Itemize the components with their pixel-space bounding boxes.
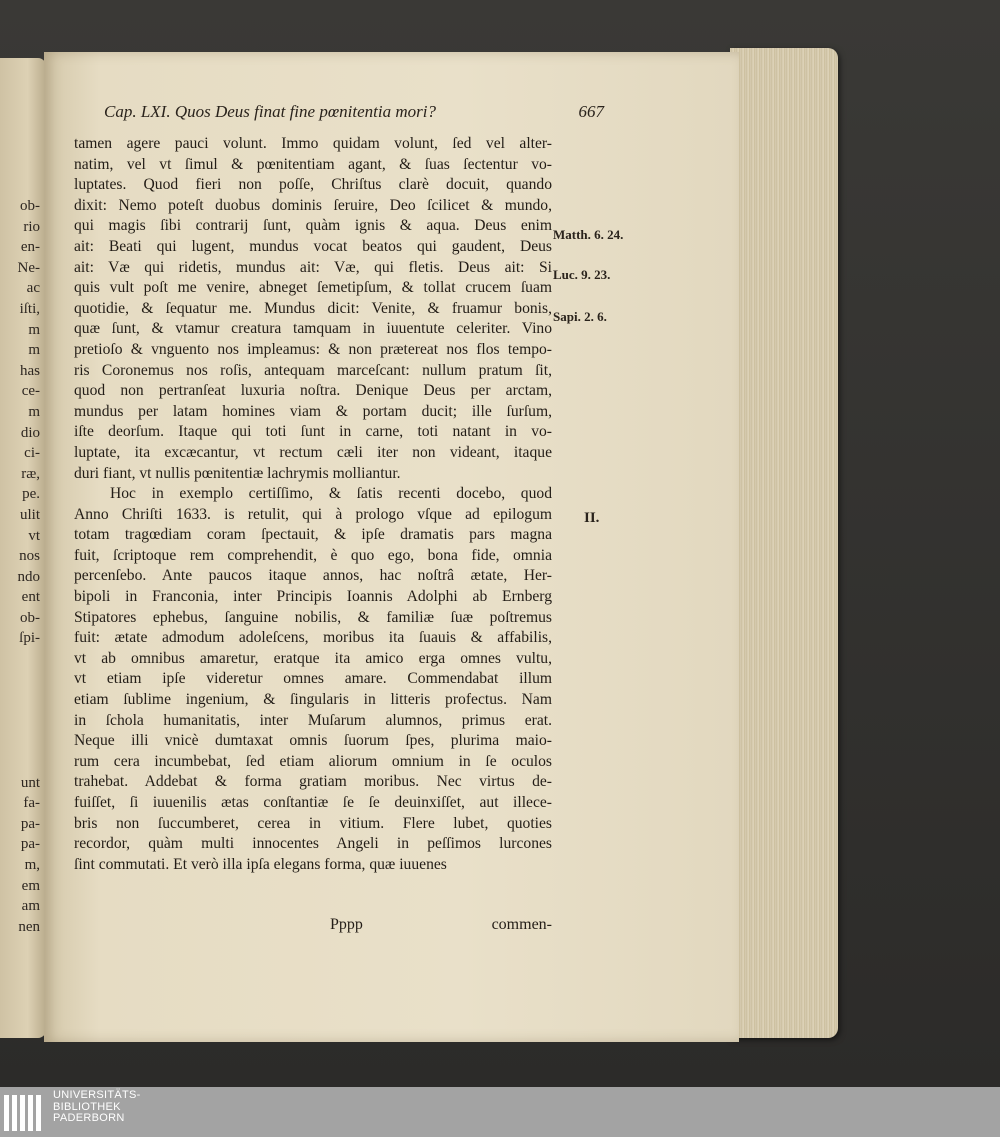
left-page-fragment: ac [26,280,40,297]
left-page-fragment: fa- [23,795,40,812]
text-line: dixit: Nemo poteſt duobus dominis ſeruire, Deo ſcilicet & mundo, [74,196,552,214]
left-page-fragments [0,196,40,937]
left-page-fragment: iſti, [19,300,40,317]
left-page-fragment: vt [28,527,40,544]
text-line: iſte deorſum. Itaque qui toti ſunt in carne, toti natant in vo- [74,423,552,441]
text-line: ris Coronemus nos roſis, antequam marceſcant: nullum pratum ſit, [74,361,552,379]
left-page-fragment [0,711,40,732]
left-page-fragment: ci- [24,445,40,462]
text-line: pretioſo & vnguento nos impleamus: & non prætereat nos flos tempo- [74,340,552,358]
text-line: luptate, ita excæcantur, vt rectum cæli iter non videant, itaque [74,443,552,461]
left-page-fragment [0,752,40,773]
text-line: vt etiam ipſe videretur omnes amare. Commendabat illum [74,670,552,688]
text-line: vt ab omnibus amaretur, eratque ita amico erga omnes vultu, [74,649,552,667]
text-line: Neque illi vnicè dumtaxat omnis ſuorum ſpes, plurima maio- [74,732,552,750]
left-page-fragment: m [28,321,40,338]
page-footer [330,916,552,934]
left-page-fragment: ent [21,589,40,606]
left-page-fragment [0,649,40,670]
chapter-heading: Cap. LXI. Quos Deus finat fine pœnitentia mori? [104,102,436,121]
left-page-fragment: ob- [20,609,40,626]
left-page-fragment: ulit [19,506,40,523]
catchword: commen- [491,916,552,933]
left-page-fragment: pa- [20,815,40,832]
text-line: fuiſſet, ſi iuuenilis ætas conſtantiæ ſe ſe deuinxiſſet, aut illece- [74,794,552,811]
text-line: fuit, ſcriptoque rem comprehendit, è quo ego, bona fide, omnia [74,546,552,564]
left-page-fragment: dio [20,424,40,441]
left-page-fragment: unt [20,774,40,791]
text-line: ait: Væ qui ridetis, mundus ait: Væ, qui fletis. Deus ait: Si [74,258,552,276]
library-name-line-2: BIBLIOTHEK [53,1100,121,1113]
text-line: in ſchola humanitatis, inter Muſarum alumnos, primus erat. [74,711,552,729]
text-line: fuit: ætate admodum adoleſcens, moribus ita ſuauis & affabilis, [74,629,552,647]
signature-mark: Pppp [330,916,363,933]
left-page-fragment [0,690,40,711]
left-page-fragment: am [21,898,40,915]
left-page-fragment: has [20,362,40,379]
body-text [74,134,552,875]
text-line: recordor, quàm multi innocentes Angeli in peſſimos lurcones [74,835,552,853]
text-line: Hoc in exemplo certiſſimo, & ſatis recenti docebo, quod [110,485,552,503]
library-name-line-1: UNIVERSITÄTS- [53,1089,141,1101]
left-page-fragment: nen [18,918,40,935]
running-head [104,102,604,122]
left-page-fragment: ræ, [21,465,40,482]
text-line: quod non pertranſeat luxuria noſtra. Denique Deus per arctam, [74,382,552,400]
text-line: totam tragœdiam coram ſpectauit, & ipſe dramatis pars magna [74,526,552,544]
left-page-fragment [0,670,40,691]
section-number: II. [584,510,600,526]
left-page-fragment: nos [19,548,40,565]
library-logo-icon [2,1091,44,1135]
left-page-fragment: ob- [20,198,40,214]
left-page-fragment: ſpi- [19,630,40,647]
text-line: etiam ſublime ingenium, & ſingularis in litteris profectus. Nam [74,691,552,709]
library-name-line-3: PADERBORN [53,1112,125,1124]
left-page-edge [0,58,46,1038]
text-line: trahebat. Addebat & forma gratiam moribus. Nec virtus de- [74,773,552,791]
text-line: mundus per latam homines viam & portam ducit; ille ſurſum, [74,402,552,420]
right-page [44,52,739,1042]
text-line: Stipatores ephebus, ſanguine nobilis, & familiæ ſuæ poſtremus [74,608,552,626]
text-line: qui magis ſibi contrarij ſunt, quàm ignis & aqua. Deus enim [74,217,552,235]
left-page-fragment: m, [24,857,40,873]
text-line: luptates. Quod fieri non poſſe, Chriſtus clarè docuit, quando [74,176,552,194]
margin-note-matthew: Matth. 6. 24. [553,227,624,242]
margin-note-luke: Luc. 9. 23. [553,267,611,282]
text-line: quæ ſunt, & vtamur creatura tamquam in iuuentute celeriter. Vino [74,320,552,338]
page-stack-edge [730,48,838,1038]
text-line: ſint commutati. Et verò illa ipſa elegans forma, quæ iuuenes [74,855,447,873]
margin-note-wisdom: Sapi. 2. 6. [553,309,607,324]
text-line: tamen agere pauci volunt. Immo quidam volunt, ſed vel alter- [74,135,552,152]
text-line: bris non ſuccumberet, cerea in vitium. Flere lubet, quoties [74,814,552,832]
text-line: natim, vel vt ſimul & pœnitentiam agant, & ſuas ſectentur vo- [74,155,552,173]
text-line: quotidie, & ſequatur me. Mundus dicit: Venite, & fruamur bonis, [74,299,552,317]
text-line: Anno Chriſti 1633. is retulit, qui à prologo vſque ad epilogum [74,505,552,523]
page-number: 667 [578,102,604,121]
library-banner [0,1087,1000,1137]
left-page-fragment [0,731,40,752]
left-page-fragment: m [28,403,40,420]
left-page-fragment: ce- [21,383,40,400]
text-line: ait: Beati qui lugent, mundus vocat beatos qui gaudent, Deus [74,237,552,255]
left-page-fragment: ndo [17,568,40,585]
left-page-fragment: rio [23,218,40,235]
left-page-fragment: em [21,877,40,894]
text-line: bipoli in Franconia, inter Principis Ioannis Adolphi ab Ernberg [74,588,552,606]
left-page-fragment: pe. [22,486,40,503]
text-line: quis vult poſt me venire, abneget ſemetipſum, & tollat crucem ſuam [74,279,552,297]
left-page-fragment: pa- [20,836,40,853]
text-line: rum cera incumbebat, ſed etiam aliorum omnium in ſe oculos [74,752,552,770]
text-line: duri fiant, vt nullis pœnitentiæ lachrymis molliantur. [74,464,401,482]
text-line: percenſebo. Ante paucos itaque annos, hac noſtrâ ætate, Her- [74,567,552,585]
library-name [53,1090,141,1125]
left-page-fragment: m [28,342,40,359]
left-page-fragment: Ne- [17,259,40,276]
left-page-fragment: en- [20,239,40,256]
